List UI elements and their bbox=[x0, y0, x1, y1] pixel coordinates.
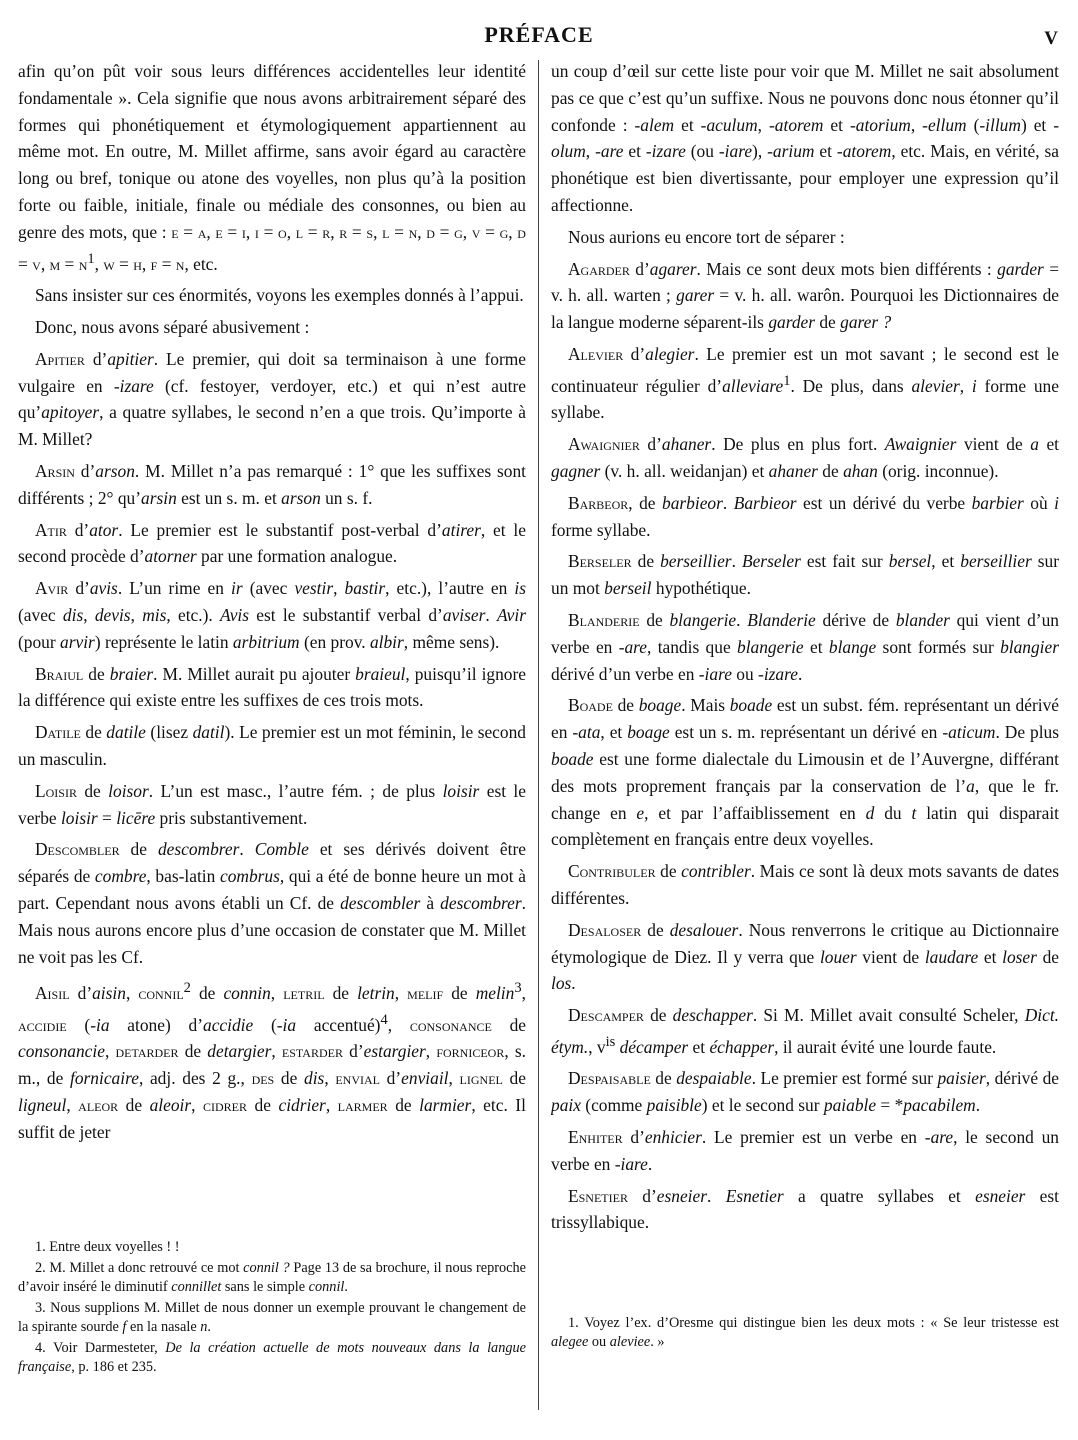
page-number: V bbox=[1044, 28, 1058, 49]
left-column-body bbox=[18, 58, 526, 1146]
paragraph: Descamper de deschapper. Si M. Millet avait consulté Scheler, Dict. étym., $v^{is}$ décamper et échapper, il aurait évité une lourde faute. bbox=[551, 1005, 1059, 1057]
right-column-body bbox=[551, 58, 1059, 1236]
paragraph: Sans insister sur ces énormités, voyons les exemples donnés à l’appui. bbox=[35, 285, 524, 306]
footnote: 2. M. Millet a donc retrouvé ce mot connil ? Page 13 de sa brochure, il nous reproche d’avoir inséré le diminutif connillet sans le simple connil. bbox=[18, 1260, 526, 1295]
paragraph: un coup d’œil sur cette liste pour voir que M. Millet ne sait absolument pas ce que c’est qu’un suffixe. Nous ne pouvons donc nous étonner qu’il confonde : -alem et -aculum, -atorem et -atorium, -ellum (-illum) et -olum, -are et -izare (ou -iare), -arium et -atorem, etc. Mais, en vérité, sa phonétique est bien divertissante, pour employer une expression qu’il affectionne. bbox=[551, 61, 1059, 215]
paragraph: Descombler de descombrer. Comble et ses dérivés doivent être séparés de combre, bas-latin combrus, qui a été de bonne heure un mot à part. Cependant nous avons établi un Cf. de descombler à descombrer. Mais nous aurons encore plus d’une occasion de constater que M. Millet ne voit pas les Cf. bbox=[18, 839, 526, 967]
paragraph: Datile de datile (lisez datil). Le premier est un mot féminin, le second un masculin. bbox=[18, 722, 526, 769]
running-head bbox=[0, 14, 1078, 54]
paragraph: Arsin d’arson. M. Millet n’a pas remarqué : 1° que les suffixes sont différents ; 2° qu’arsin est un s. m. et arson un s. f. bbox=[18, 460, 526, 508]
paragraph: Alevier d’alegier. Le premier est un mot savant ; le second est le continuateur régulier d’alleviare$^1$. De plus, dans alevier, i forme une syllabe. bbox=[551, 343, 1059, 423]
paragraph: Agarder d’agarer. Mais ce sont deux mots bien différents : garder = v. h. all. warten ; garer = v. h. all. warôn. Pourquoi les Dictionnaires de la langue moderne séparent-ils garder de garer ? bbox=[551, 258, 1059, 333]
paragraph: Enhiter d’enhicier. Le premier est un verbe en -are, le second un verbe en -iare. bbox=[551, 1127, 1059, 1174]
paragraph: Esnetier d’esneier. Esnetier a quatre syllabes et esneier est trissyllabique. bbox=[551, 1185, 1059, 1233]
paragraph: afin qu’on pût voir sous leurs différences accidentelles leur identité fondamentale ». Cela signifie que nous avons arbitrairement séparé des formes qui phonétiquement et étymologiquement appartiennent au même mot. En outre, M. Millet affirme, sans avoir égard au caractère long ou bref, tonique ou atone des voyelles, non plus qu’à la position forte ou faible, initiale, finale ou médiale des consonnes, ou bien au genre des mots, que : e = a, e = i, i = o, l = r, r = s, l = n, d = g, v = g, d = v, $m = n^1$, w = h, f = n, etc. bbox=[18, 61, 526, 274]
paragraph: Braiul de braier. M. Millet aurait pu ajouter braieul, puisqu’il ignore la différence qui existe entre les suffixes de ces trois mots. bbox=[18, 663, 526, 711]
footnote: 4. Voir Darmesteter, De la création actuelle de mots nouveaux dans la langue française, p. 186 et 235. bbox=[18, 1340, 526, 1375]
paragraph: Loisir de loisor. L’un est masc., l’autre fém. ; de plus loisir est le verbe loisir = licēre pris substantivement. bbox=[18, 780, 526, 828]
paragraph: Desaloser de desalouer. Nous renverrons le critique au Dictionnaire étymologique de Diez. Il y verra que louer vient de laudare et loser de los. bbox=[551, 919, 1059, 994]
right-footnotes bbox=[551, 1314, 1059, 1354]
left-footnotes bbox=[18, 1238, 526, 1379]
paragraph: Nous aurions eu encore tort de séparer : bbox=[568, 226, 845, 247]
paragraph: Aisil d’aisin, connil$^2$ de connin, letril de letrin, melif de melin$^3$, accidie (-ia atone) d’accidie (-ia accentué)$^4$, consonance de consonancie, detarder de detargier, estarder d’estargier, forniceor, s. m., de fornicaire, adj. des 2 g., des de dis, envial d’enviail, lignel de ligneul, aleor de aleoir, cidrer de cidrier, larmer de larmier, etc. Il suffit de jeter bbox=[18, 980, 526, 1142]
paragraph: Berseler de berseillier. Berseler est fait sur bersel, et berseillier sur un mot berseil hypothétique. bbox=[551, 551, 1059, 599]
paragraph: Contribuler de contribler. Mais ce sont là deux mots savants de dates différentes. bbox=[551, 861, 1059, 908]
column-divider bbox=[538, 60, 539, 1410]
page-title: PRÉFACE bbox=[484, 22, 594, 47]
paragraph: Atir d’ator. Le premier est le substantif post-verbal d’atirer, et le second procède d’atorner par une formation analogue. bbox=[18, 519, 526, 567]
paragraph: Avir d’avis. L’un rime en ir (avec vestir, bastir, etc.), l’autre en is (avec dis, devis, mis, etc.). Avis est le substantif verbal d’aviser. Avir (pour arvir) représente le latin arbitrium (en prov. albir, même sens). bbox=[18, 578, 526, 652]
paragraph: Apitier d’apitier. Le premier, qui doit sa terminaison à une forme vulgaire en -izare (cf. festoyer, verdoyer, etc.) et qui n’est autre qu’apitoyer, a quatre syllabes, le second n’en a que trois. Qu’importe à M. Millet? bbox=[18, 348, 526, 450]
footnote: 3. Nous supplions M. Millet de nous donner un exemple prouvant le changement de la spirante sourde f en la nasale n. bbox=[18, 1300, 526, 1335]
paragraph: Blanderie de blangerie. Blanderie dérive de blander qui vient d’un verbe en -are, tandis que blangerie et blange sont formés sur blangier dérivé d’un verbe en -iare ou -izare. bbox=[551, 609, 1059, 684]
left-column bbox=[18, 58, 526, 1428]
footnote: 1. Voyez l’ex. d’Oresme qui distingue bien les deux mots : « Se leur tristesse est alegee ou aleviee. » bbox=[551, 1315, 1059, 1350]
paragraph: Awaignier d’ahaner. De plus en plus fort. Awaignier vient de a et gagner (v. h. all. weidanjan) et ahaner de ahan (orig. inconnue). bbox=[551, 434, 1059, 481]
paragraph: Donc, nous avons séparé abusivement : bbox=[35, 316, 310, 337]
paragraph: Barbeor, de barbieor. Barbieor est un dérivé du verbe barbier où i forme syllabe. bbox=[551, 492, 1059, 540]
right-column bbox=[551, 58, 1059, 1428]
paragraph: Despaisable de despaiable. Le premier est formé sur paisier, dérivé de paix (comme paisible) et le second sur paiable = *pacabilem. bbox=[551, 1068, 1059, 1116]
paragraph: Boade de boage. Mais boade est un subst. fém. représentant un dérivé en -ata, et boage est un s. m. représentant un dérivé en -aticum. De plus boade est une forme dialectale du Limousin et de l’Auvergne, différant des mots proprement français par la conservation de l’a, que le fr. change en e, et par l’affaiblissement en d du t latin qui disparait complètement en français entre deux voyelles. bbox=[551, 695, 1059, 850]
footnote: 1. Entre deux voyelles ! ! bbox=[35, 1239, 180, 1255]
